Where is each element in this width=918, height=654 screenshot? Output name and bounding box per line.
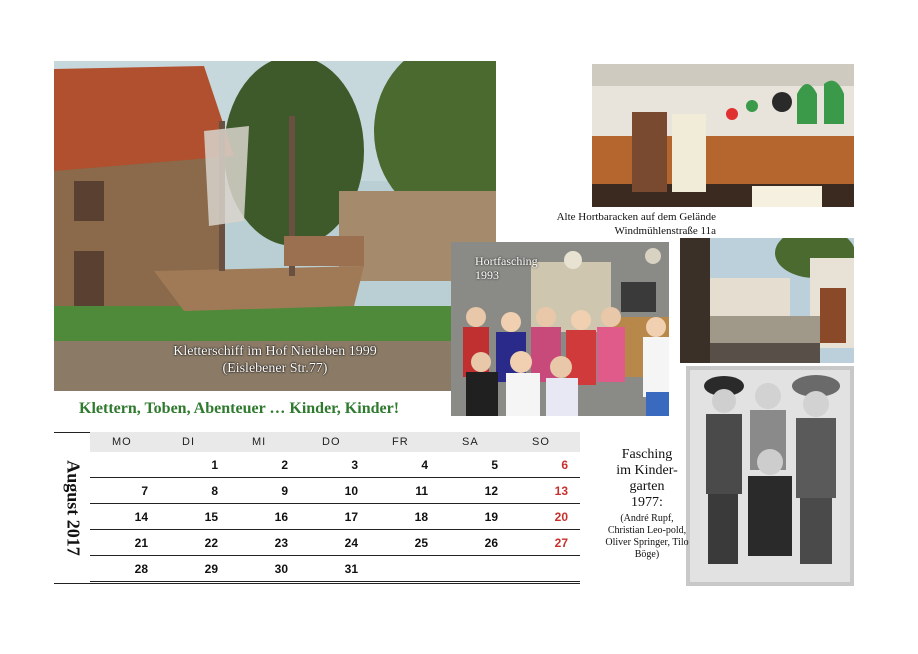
weekday-header-row	[90, 432, 580, 452]
month-label-text: August 2017	[63, 460, 84, 556]
slogan: Klettern, Toben, Abenteuer … Kinder, Kinder!	[79, 400, 400, 417]
calendar-day: 14	[90, 504, 160, 530]
calendar-day-sunday: 6	[510, 452, 580, 478]
month-label	[56, 432, 90, 584]
kindergarten-caption-line1: Fasching	[621, 447, 673, 462]
calendar-day: 25	[370, 530, 440, 556]
calendar-day-sunday: 13	[510, 478, 580, 504]
hortfasching-photo	[451, 242, 669, 416]
weekday-header: SO	[510, 432, 580, 452]
calendar-day: 11	[370, 478, 440, 504]
calendar-day: 21	[90, 530, 160, 556]
calendar-day: 9	[230, 478, 300, 504]
calendar-grid	[90, 432, 580, 582]
weekday-header: SA	[440, 432, 510, 452]
kindergarten-caption-names: (André Rupf, Christian Leo-pold, Oliver Springer, Tilo Böge)	[605, 513, 689, 560]
courtyard-photo-image	[680, 238, 854, 363]
ship-caption-line2: (Eislebener Str.77)	[222, 361, 328, 376]
calendar-day: 24	[300, 530, 370, 556]
calendar-day: 1	[160, 452, 230, 478]
calendar-day: 29	[160, 556, 230, 582]
calendar-day: 22	[160, 530, 230, 556]
hortfasching-overlay-line1: Hortfasching	[475, 254, 538, 268]
calendar-day: 5	[440, 452, 510, 478]
weekday-header: DI	[160, 432, 230, 452]
calendar-day: 15	[160, 504, 230, 530]
kindergarten-caption-line4: 1977:	[631, 495, 663, 510]
calendar-day	[90, 452, 160, 478]
calendar-day: 16	[230, 504, 300, 530]
calendar-day: 12	[440, 478, 510, 504]
barracks-caption-line1: Alte Hortbaracken auf dem Gelände	[556, 211, 716, 223]
courtyard-photo	[680, 238, 854, 363]
calendar-day: 23	[230, 530, 300, 556]
calendar-bottom-rule	[54, 583, 580, 584]
calendar-day: 31	[300, 556, 370, 582]
kindergarten-photo	[686, 366, 854, 586]
weekday-header: FR	[370, 432, 440, 452]
ship-photo-image	[54, 61, 496, 391]
calendar-day: 10	[300, 478, 370, 504]
weekday-header: DO	[300, 432, 370, 452]
calendar-day-sunday	[510, 556, 580, 582]
kindergarten-caption	[602, 447, 692, 561]
calendar-day: 19	[440, 504, 510, 530]
calendar-day: 18	[370, 504, 440, 530]
barracks-photo-image	[592, 64, 854, 207]
calendar-day: 28	[90, 556, 160, 582]
calendar-day	[370, 556, 440, 582]
calendar-week-row	[90, 556, 580, 582]
calendar-day: 17	[300, 504, 370, 530]
calendar-week-row	[90, 452, 580, 478]
calendar-day: 2	[230, 452, 300, 478]
kindergarten-caption-line3: garten	[629, 479, 665, 494]
calendar-day-sunday: 20	[510, 504, 580, 530]
calendar-week-row	[90, 478, 580, 504]
calendar-day-sunday: 27	[510, 530, 580, 556]
calendar-day: 4	[370, 452, 440, 478]
weekday-header: MO	[90, 432, 160, 452]
calendar-day: 30	[230, 556, 300, 582]
calendar-day: 26	[440, 530, 510, 556]
barracks-photo	[592, 64, 854, 207]
calendar-week-row	[90, 530, 580, 556]
ship-caption-line1: Kletterschiff im Hof Nietleben 1999	[173, 344, 377, 359]
calendar-day: 3	[300, 452, 370, 478]
barracks-caption	[532, 208, 720, 240]
calendar-day	[440, 556, 510, 582]
calendar-day: 8	[160, 478, 230, 504]
calendar-week-row	[90, 504, 580, 530]
weekday-header: MI	[230, 432, 300, 452]
ship-photo	[54, 61, 496, 391]
kindergarten-caption-line2: im Kinder-	[616, 463, 678, 478]
barracks-caption-line2: Windmühlenstraße 11a	[614, 225, 716, 237]
calendar-day: 7	[90, 478, 160, 504]
kindergarten-photo-image	[686, 366, 854, 586]
hortfasching-overlay-line2: 1993	[475, 268, 499, 282]
